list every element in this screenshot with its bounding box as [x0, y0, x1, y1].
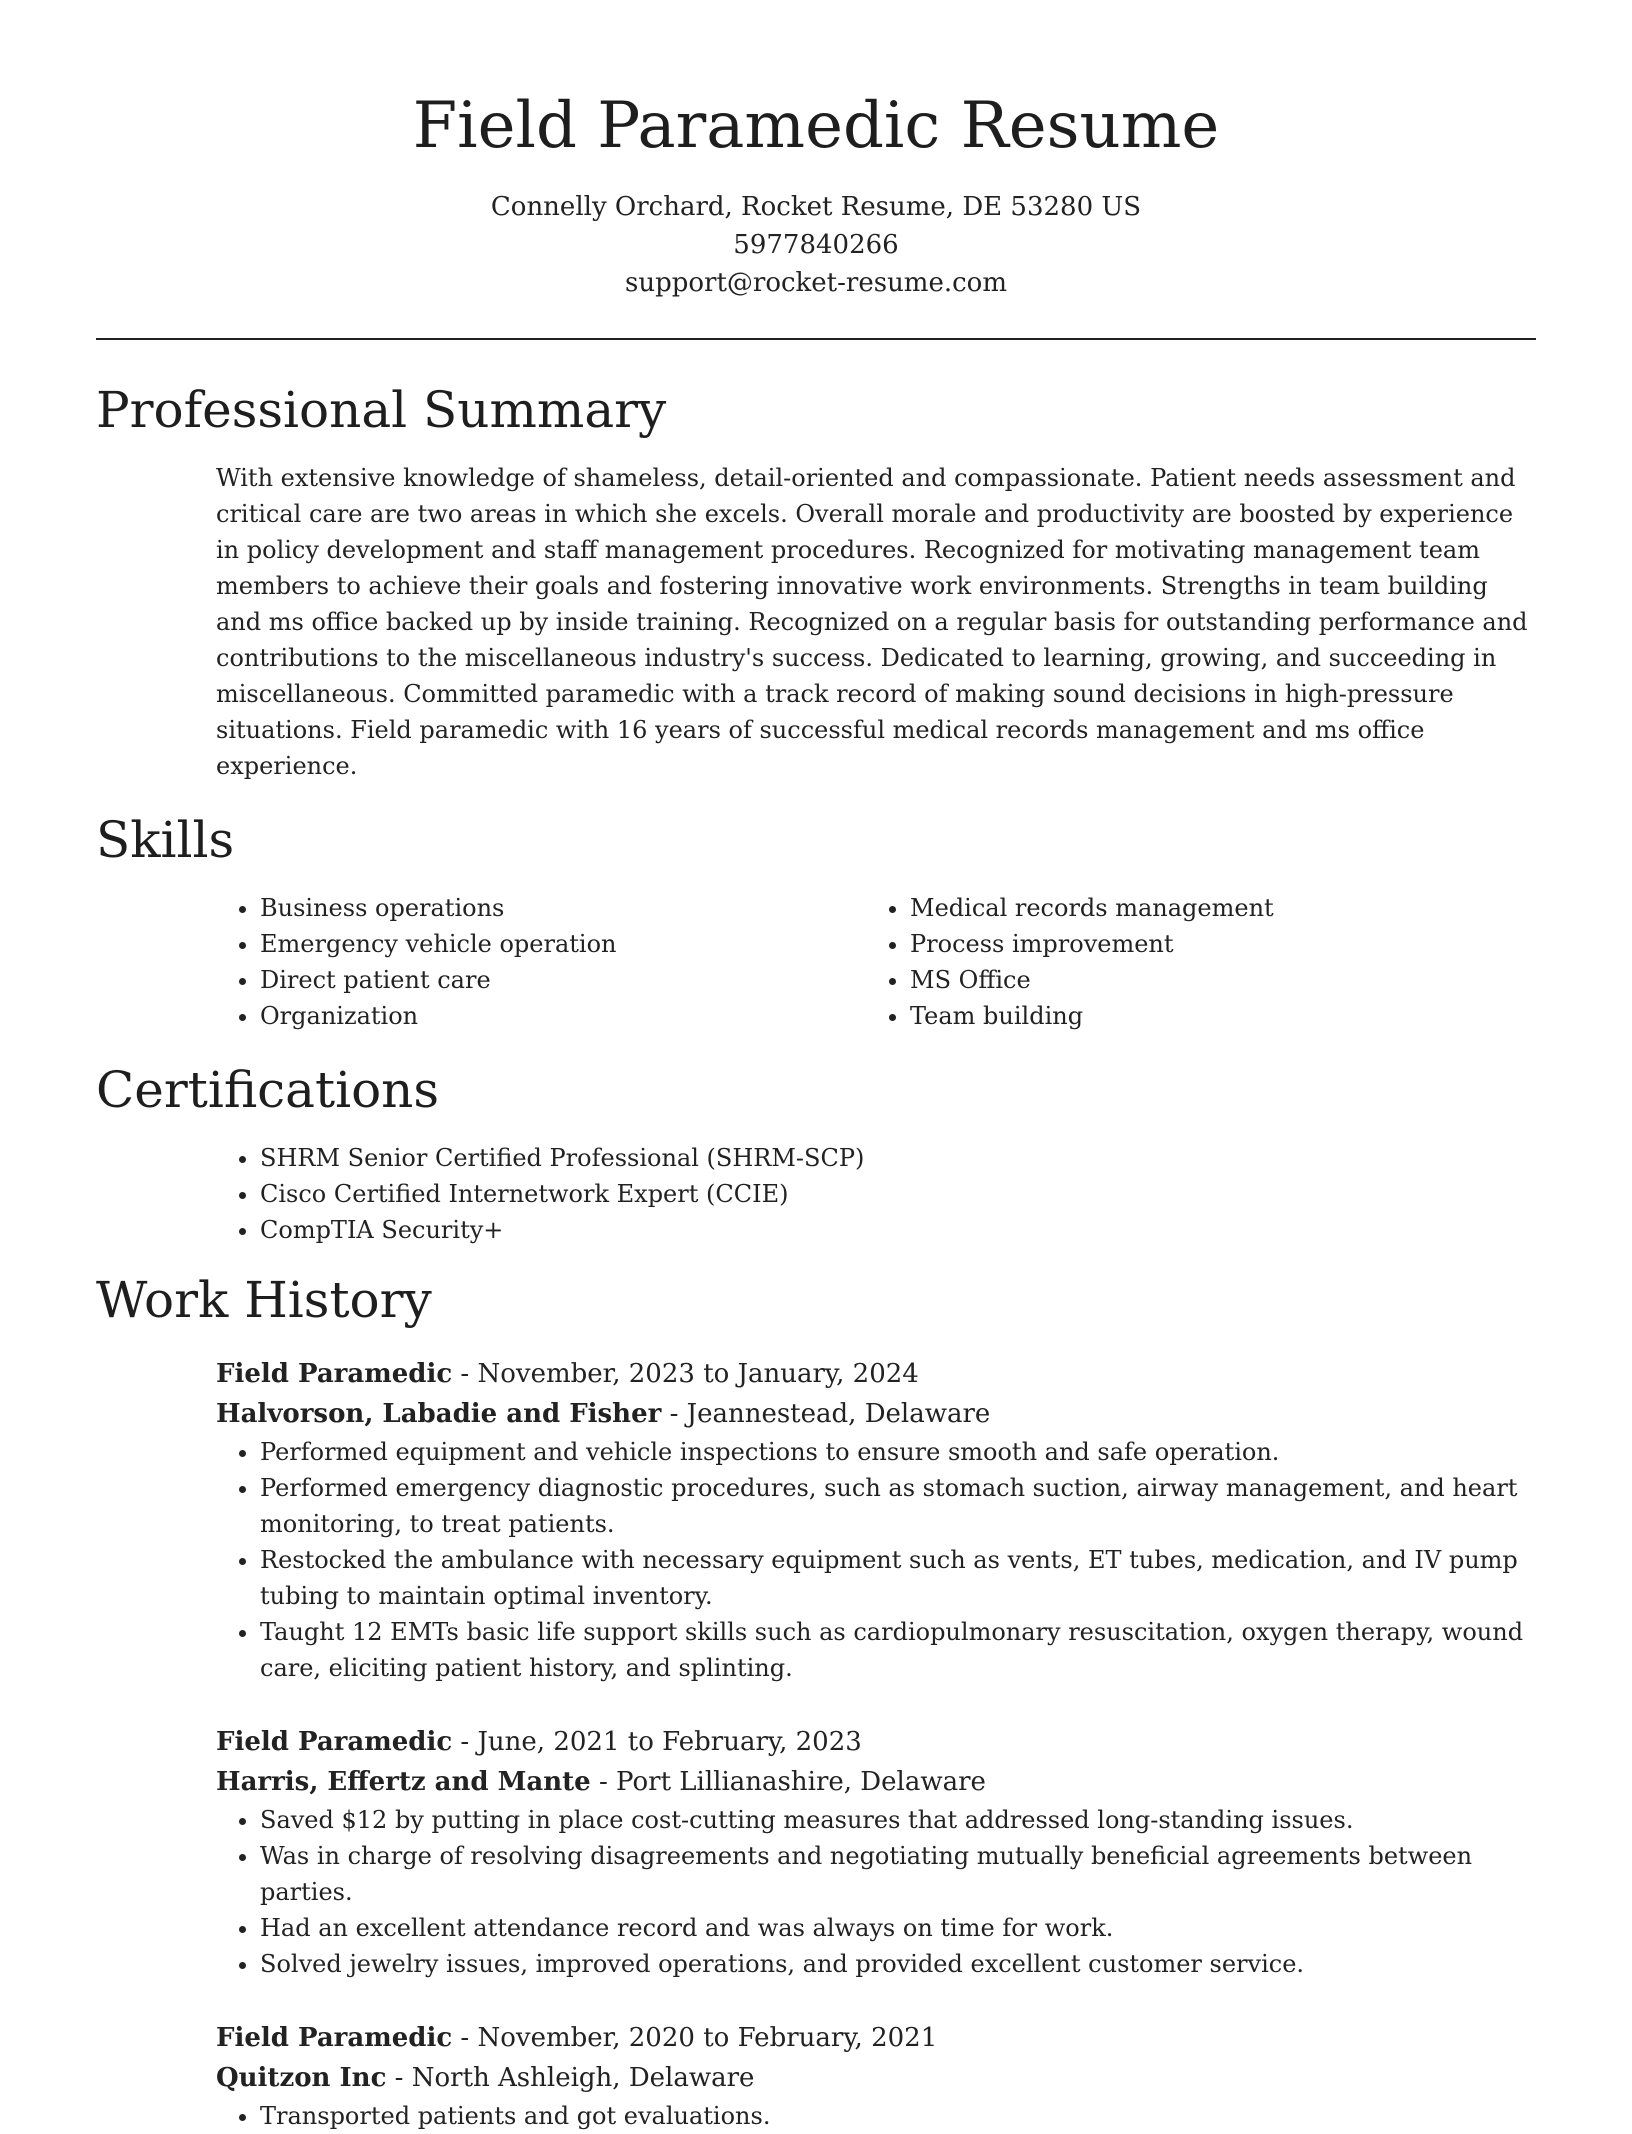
- job-bullets: [216, 2098, 1536, 2134]
- job-bullet: • Performed emergency diagnostic procedures, such as stomach suction, airway management, and heart monitoring, to treat patients.: [260, 1470, 1536, 1542]
- job-dates: June, 2021 to February, 2023: [477, 1727, 862, 1757]
- job-company-line: [216, 2058, 1536, 2098]
- certification-item: • Cisco Certified Internetwork Expert (CCIE): [260, 1176, 1536, 1212]
- job-location: North Ashleigh, Delaware: [411, 2063, 755, 2093]
- certifications-heading: Certifications: [96, 1061, 440, 1119]
- job-role: Field Paramedic: [216, 2023, 453, 2053]
- skill-item: • Direct patient care: [260, 962, 866, 998]
- job-bullet: • Had an excellent attendance record and was always on time for work.: [260, 1910, 1536, 1946]
- skill-item: • Process improvement: [910, 926, 1516, 962]
- job-bullet: • Saved $12 by putting in place cost-cutting measures that addressed long-standing issues.: [260, 1802, 1536, 1838]
- job-title-line: [216, 2018, 1536, 2058]
- summary-text: With extensive knowledge of shameless, detail-oriented and compassionate. Patient needs assessment and critical care are two areas in which she excels. Overall morale and productivity are boosted by experience in policy development and staff management procedures. Recognized for motivating management team members to achieve their goals and fostering innovative work environments. Strengths in team building and ms office backed up by inside training. Recognized on a regular basis for outstanding performance and contributions to the miscellaneous industry's success. Dedicated to learning, growing, and succeeding in miscellaneous. Committed paramedic with a track record of making sound decisions in high-pressure situations. Field paramedic with 16 years of successful medical records management and ms office experience.: [216, 464, 1528, 780]
- resume-title: Field Paramedic Resume: [412, 89, 1220, 163]
- job-entry: [216, 1722, 1536, 1982]
- certification-item: • SHRM Senior Certified Professional (SHRM-SCP): [260, 1140, 1536, 1176]
- job-company: Halvorson, Labadie and Fisher: [216, 1399, 662, 1429]
- skills-column-right: [866, 890, 1516, 1034]
- job-role: Field Paramedic: [216, 1359, 453, 1389]
- job-company: Quitzon Inc: [216, 2063, 387, 2093]
- skill-item: • Business operations: [260, 890, 866, 926]
- resume-page: [96, 0, 1536, 2134]
- job-bullet: • Was in charge of resolving disagreements and negotiating mutually beneficial agreements between parties.: [260, 1838, 1536, 1910]
- job-company-line: [216, 1762, 1536, 1802]
- certifications-list: [216, 1140, 1536, 1248]
- job-location: Port Lillianashire, Delaware: [616, 1767, 986, 1797]
- skill-item: • Team building: [910, 998, 1516, 1034]
- separator: -: [452, 1727, 478, 1757]
- work-history-heading: Work History: [96, 1271, 432, 1329]
- skill-item: • Organization: [260, 998, 866, 1034]
- skill-item: • MS Office: [910, 962, 1516, 998]
- job-role: Field Paramedic: [216, 1727, 453, 1757]
- skills-heading: Skills: [96, 811, 235, 869]
- job-location: Jeannestead, Delaware: [686, 1399, 991, 1429]
- separator: -: [661, 1399, 687, 1429]
- job-company: Harris, Effertz and Mante: [216, 1767, 591, 1797]
- summary-heading: Professional Summary: [96, 381, 667, 439]
- skills-column-left: [216, 890, 866, 1034]
- skill-item: • Emergency vehicle operation: [260, 926, 866, 962]
- job-bullet: • Performed equipment and vehicle inspections to ensure smooth and safe operation.: [260, 1434, 1536, 1470]
- contact-phone: 5977840266: [733, 230, 899, 260]
- job-entry: [216, 1354, 1536, 1686]
- separator: -: [590, 1767, 617, 1797]
- job-dates: November, 2023 to January, 2024: [477, 1359, 919, 1389]
- header-divider: [96, 338, 1536, 340]
- skills-list: [216, 890, 1536, 1034]
- job-bullet: • Taught 12 EMTs basic life support skills such as cardiopulmonary resuscitation, oxygen therapy, wound care, eliciting patient history, and splinting.: [260, 1614, 1536, 1686]
- job-bullet: • Transported patients and got evaluations.: [260, 2098, 1536, 2134]
- contact-address: Connelly Orchard, Rocket Resume, DE 53280 US: [490, 192, 1142, 222]
- separator: -: [452, 2023, 478, 2053]
- job-dates: November, 2020 to February, 2021: [477, 2023, 938, 2053]
- job-bullet: • Solved jewelry issues, improved operations, and provided excellent customer service.: [260, 1946, 1536, 1982]
- job-title-line: [216, 1722, 1536, 1762]
- job-entry: [216, 2018, 1536, 2134]
- job-bullets: [216, 1802, 1536, 1982]
- contact-email: support@rocket-resume.com: [624, 268, 1007, 298]
- job-title-line: [216, 1354, 1536, 1394]
- job-bullets: [216, 1434, 1536, 1686]
- separator: -: [386, 2063, 412, 2093]
- separator: -: [452, 1359, 478, 1389]
- job-company-line: [216, 1394, 1536, 1434]
- resume-header: [96, 0, 1536, 302]
- skill-item: • Medical records management: [910, 890, 1516, 926]
- contact-block: [96, 188, 1536, 302]
- certification-item: • CompTIA Security+: [260, 1212, 1536, 1248]
- job-bullet: • Restocked the ambulance with necessary equipment such as vents, ET tubes, medication, and IV pump tubing to maintain optimal inventory.: [260, 1542, 1536, 1614]
